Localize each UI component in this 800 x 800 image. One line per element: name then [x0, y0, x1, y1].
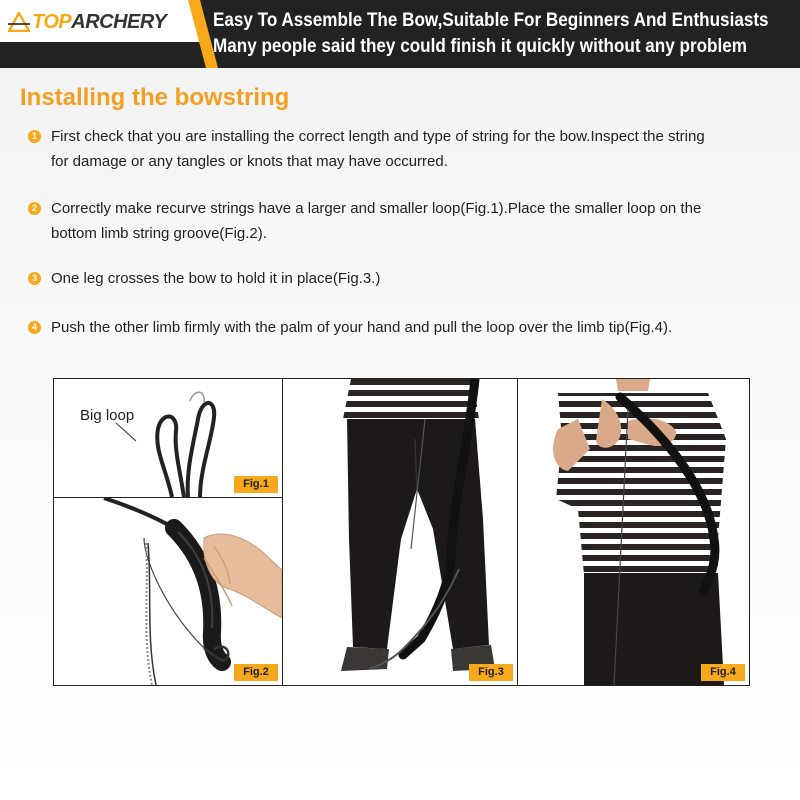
leg-crossing-bow-illustration [283, 379, 517, 685]
step-text [51, 124, 761, 174]
step-line: for damage or any tangles or knots that may have occurred. [51, 153, 448, 170]
logo-text-archery: ARCHERY [71, 10, 167, 33]
step-number-badge: 1 [28, 130, 41, 143]
step-4 [28, 315, 761, 340]
header-banner [0, 0, 800, 68]
step-1 [28, 124, 761, 174]
step-line: Push the other limb firmly with the palm of your hand and pull the loop over the limb tip(Fig.4). [51, 319, 673, 336]
figure-label: Fig.3 [469, 664, 513, 681]
step-line: Correctly make recurve strings have a larger and smaller loop(Fig.1).Place the smaller loop on the [51, 200, 702, 217]
step-2 [28, 196, 761, 246]
step-text [51, 196, 761, 246]
step-number-badge: 3 [28, 272, 41, 285]
figure-label: Fig.2 [234, 664, 278, 681]
figures-grid [53, 378, 750, 686]
big-loop-annotation: Big loop [80, 407, 135, 424]
string-groove-illustration [54, 498, 282, 685]
figure-4-panel [518, 379, 749, 685]
figure-3-panel [283, 379, 518, 685]
tagline-line-2: Many people said they could finish it quickly without any problem [213, 36, 747, 57]
figure-2-panel [54, 498, 283, 685]
step-number-badge: 2 [28, 202, 41, 215]
step-line: First check that you are installing the correct length and type of string for the bow.Inspect the string [51, 128, 705, 145]
tagline-line-1: Easy To Assemble The Bow,Suitable For Beginners And Enthusiasts [213, 10, 769, 31]
figure-label: Fig.1 [234, 476, 278, 493]
archery-bow-icon [8, 12, 30, 32]
step-3 [28, 266, 761, 291]
limb-push-illustration [518, 379, 749, 685]
figure-1-panel [54, 379, 283, 498]
step-text [51, 315, 761, 340]
section-title: Installing the bowstring [20, 84, 290, 111]
logo-text-top: TOP [32, 10, 72, 33]
step-line: bottom limb string groove(Fig.2). [51, 225, 267, 242]
step-text [51, 266, 761, 291]
step-number-badge: 4 [28, 321, 41, 334]
header-tagline [213, 8, 769, 60]
step-line: One leg crosses the bow to hold it in place(Fig.3.) [51, 270, 381, 287]
brand-logo [8, 10, 166, 34]
figure-label: Fig.4 [701, 664, 745, 681]
